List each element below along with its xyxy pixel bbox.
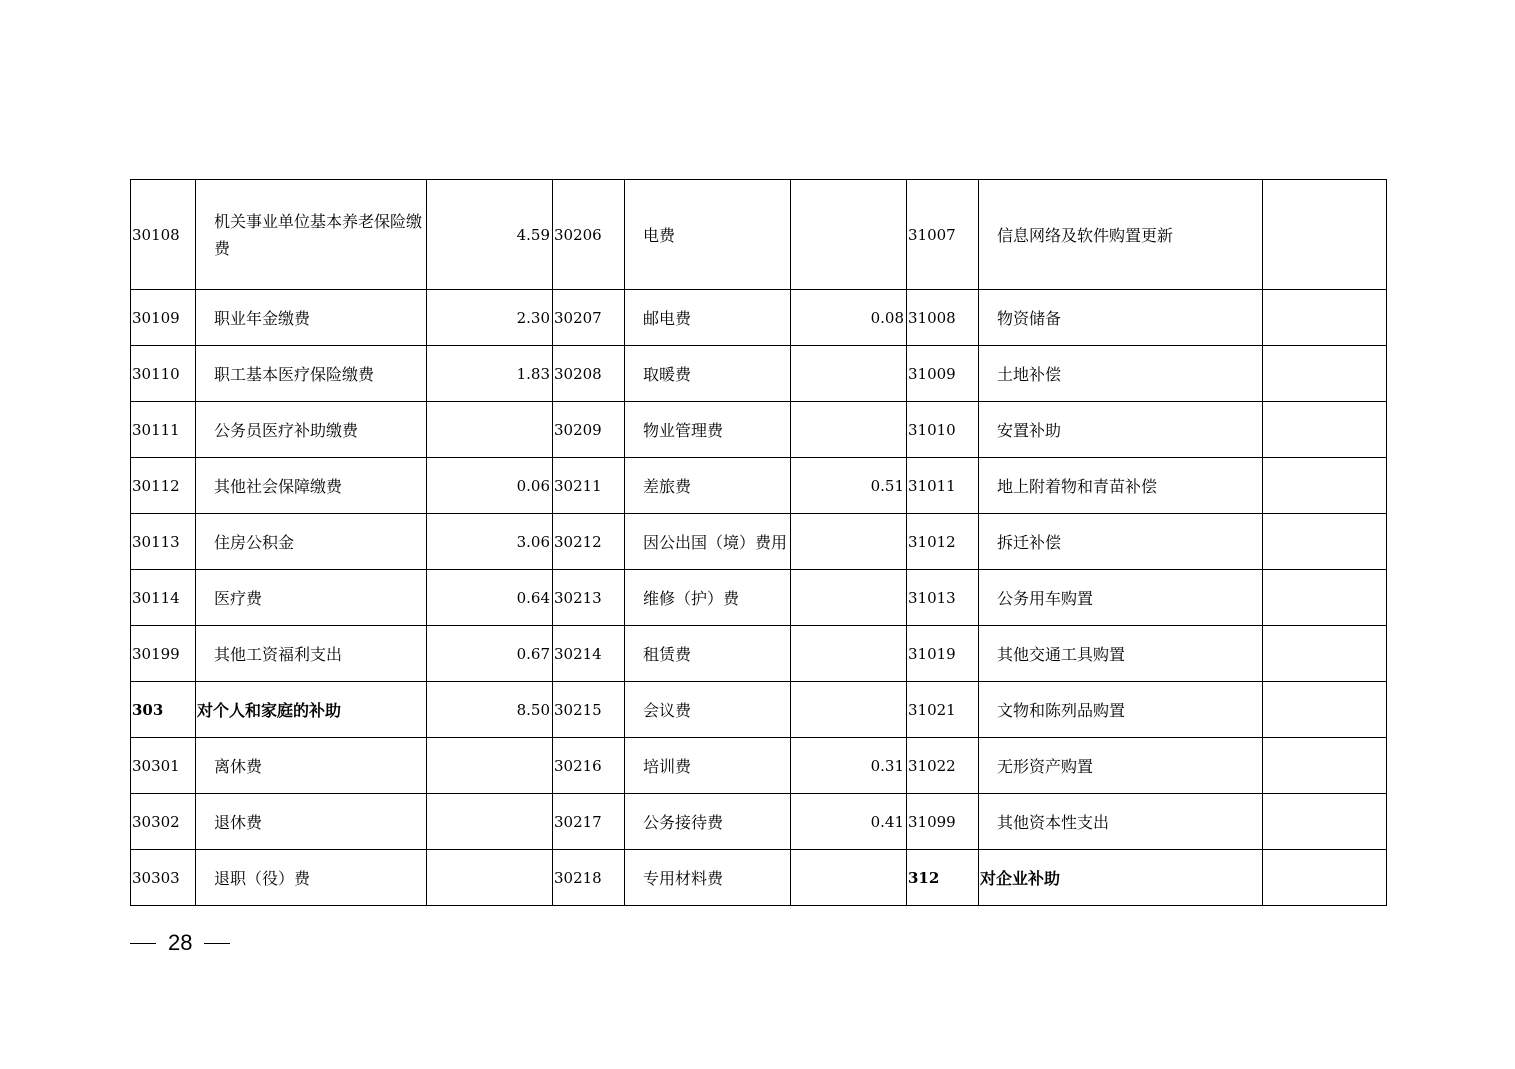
amount-cell: 0.64	[427, 570, 553, 626]
page-number: 28	[168, 930, 193, 955]
amount-cell: 0.51	[791, 458, 907, 514]
amount-cell	[1263, 738, 1387, 794]
amount-cell: 3.06	[427, 514, 553, 570]
code-cell: 30109	[131, 290, 196, 346]
table-row	[131, 346, 1387, 402]
item-name-cell: 医疗费	[196, 570, 427, 626]
amount-cell	[791, 514, 907, 570]
item-name-cell: 信息网络及软件购置更新	[979, 180, 1263, 290]
category-name-cell: 对企业补助	[979, 850, 1263, 906]
amount-cell	[1263, 180, 1387, 290]
item-name-cell: 其他资本性支出	[979, 794, 1263, 850]
item-name-cell: 维修（护）费	[625, 570, 791, 626]
amount-cell	[427, 794, 553, 850]
amount-cell	[1263, 514, 1387, 570]
table-row	[131, 514, 1387, 570]
budget-table	[130, 179, 1387, 906]
item-name-cell: 拆迁补偿	[979, 514, 1263, 570]
amount-cell	[427, 850, 553, 906]
code-cell: 30111	[131, 402, 196, 458]
code-cell: 30217	[553, 794, 625, 850]
code-cell: 31009	[907, 346, 979, 402]
table-row	[131, 570, 1387, 626]
amount-cell	[791, 626, 907, 682]
code-cell: 31007	[907, 180, 979, 290]
item-name-cell: 职工基本医疗保险缴费	[196, 346, 427, 402]
code-cell: 30113	[131, 514, 196, 570]
code-cell: 31019	[907, 626, 979, 682]
item-name-cell: 差旅费	[625, 458, 791, 514]
code-cell: 31012	[907, 514, 979, 570]
item-name-cell: 公务员医疗补助缴费	[196, 402, 427, 458]
code-cell: 30212	[553, 514, 625, 570]
amount-cell: 8.50	[427, 682, 553, 738]
category-code-cell: 312	[907, 850, 979, 906]
footer-dash-left	[130, 943, 156, 944]
code-cell: 30108	[131, 180, 196, 290]
code-cell: 30209	[553, 402, 625, 458]
item-name-cell: 租赁费	[625, 626, 791, 682]
table-row	[131, 626, 1387, 682]
amount-cell	[1263, 402, 1387, 458]
item-name-cell: 物业管理费	[625, 402, 791, 458]
code-cell: 31021	[907, 682, 979, 738]
code-cell: 30114	[131, 570, 196, 626]
amount-cell: 0.08	[791, 290, 907, 346]
table-row	[131, 794, 1387, 850]
amount-cell	[1263, 570, 1387, 626]
amount-cell	[791, 682, 907, 738]
amount-cell: 0.41	[791, 794, 907, 850]
amount-cell	[1263, 290, 1387, 346]
amount-cell: 4.59	[427, 180, 553, 290]
item-name-cell: 电费	[625, 180, 791, 290]
amount-cell	[791, 180, 907, 290]
item-name-cell: 土地补偿	[979, 346, 1263, 402]
table-row	[131, 290, 1387, 346]
item-name-cell: 安置补助	[979, 402, 1263, 458]
item-name-cell: 专用材料费	[625, 850, 791, 906]
item-name-cell: 取暖费	[625, 346, 791, 402]
item-name-cell: 因公出国（境）费用	[625, 514, 791, 570]
item-name-cell: 无形资产购置	[979, 738, 1263, 794]
table-row	[131, 738, 1387, 794]
footer-dash-right	[204, 943, 230, 944]
code-cell: 30208	[553, 346, 625, 402]
code-cell: 31011	[907, 458, 979, 514]
amount-cell	[427, 402, 553, 458]
code-cell: 31008	[907, 290, 979, 346]
item-name-cell: 地上附着物和青苗补偿	[979, 458, 1263, 514]
amount-cell	[1263, 458, 1387, 514]
table-row	[131, 850, 1387, 906]
amount-cell: 2.30	[427, 290, 553, 346]
code-cell: 31022	[907, 738, 979, 794]
item-name-cell: 邮电费	[625, 290, 791, 346]
table-row	[131, 682, 1387, 738]
amount-cell: 1.83	[427, 346, 553, 402]
code-cell: 30199	[131, 626, 196, 682]
item-name-cell: 离休费	[196, 738, 427, 794]
amount-cell: 0.06	[427, 458, 553, 514]
item-name-cell: 其他工资福利支出	[196, 626, 427, 682]
amount-cell	[791, 346, 907, 402]
table-row	[131, 402, 1387, 458]
category-code-cell: 303	[131, 682, 196, 738]
code-cell: 30206	[553, 180, 625, 290]
code-cell: 30214	[553, 626, 625, 682]
code-cell: 31099	[907, 794, 979, 850]
category-name-cell: 对个人和家庭的补助	[196, 682, 427, 738]
item-name-cell: 退休费	[196, 794, 427, 850]
amount-cell	[1263, 626, 1387, 682]
code-cell: 31010	[907, 402, 979, 458]
code-cell: 30110	[131, 346, 196, 402]
amount-cell	[427, 738, 553, 794]
code-cell: 30303	[131, 850, 196, 906]
item-name-cell: 会议费	[625, 682, 791, 738]
amount-cell: 0.67	[427, 626, 553, 682]
item-name-cell: 物资储备	[979, 290, 1263, 346]
item-name-cell: 其他交通工具购置	[979, 626, 1263, 682]
amount-cell	[791, 402, 907, 458]
item-name-cell: 培训费	[625, 738, 791, 794]
code-cell: 30112	[131, 458, 196, 514]
item-name-cell: 机关事业单位基本养老保险缴费	[196, 180, 427, 290]
amount-cell	[1263, 682, 1387, 738]
item-name-cell: 职业年金缴费	[196, 290, 427, 346]
table-row	[131, 458, 1387, 514]
amount-cell	[791, 570, 907, 626]
amount-cell: 0.31	[791, 738, 907, 794]
amount-cell	[1263, 850, 1387, 906]
amount-cell	[791, 850, 907, 906]
code-cell: 30215	[553, 682, 625, 738]
code-cell: 30302	[131, 794, 196, 850]
amount-cell	[1263, 794, 1387, 850]
code-cell: 30218	[553, 850, 625, 906]
code-cell: 30207	[553, 290, 625, 346]
table-row	[131, 180, 1387, 290]
item-name-cell: 其他社会保障缴费	[196, 458, 427, 514]
amount-cell	[1263, 346, 1387, 402]
code-cell: 30213	[553, 570, 625, 626]
code-cell: 30216	[553, 738, 625, 794]
item-name-cell: 退职（役）费	[196, 850, 427, 906]
item-name-cell: 公务用车购置	[979, 570, 1263, 626]
item-name-cell: 住房公积金	[196, 514, 427, 570]
item-name-cell: 文物和陈列品购置	[979, 682, 1263, 738]
code-cell: 31013	[907, 570, 979, 626]
item-name-cell: 公务接待费	[625, 794, 791, 850]
code-cell: 30211	[553, 458, 625, 514]
page-footer	[130, 928, 230, 958]
code-cell: 30301	[131, 738, 196, 794]
